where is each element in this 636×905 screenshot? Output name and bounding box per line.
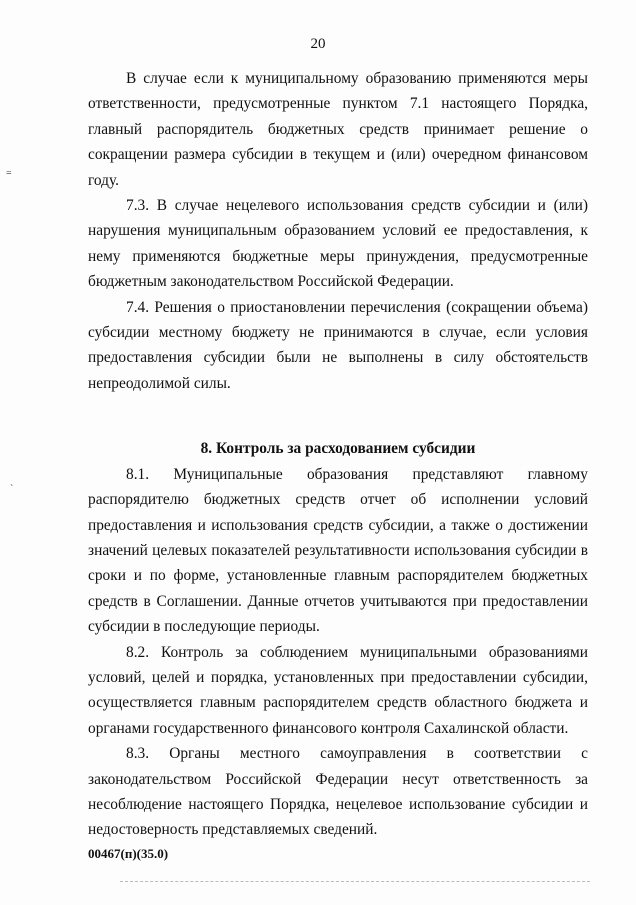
- document-code: 00467(п)(35.0): [88, 846, 169, 861]
- document-body: [88, 66, 588, 843]
- scan-mark: `: [10, 484, 14, 495]
- scan-edge-line: [120, 881, 590, 882]
- scan-mark: =: [6, 168, 12, 179]
- paragraph-8-3: 8.3. Органы местного самоуправления в соответствии с законодательством Российской Федерации несут ответственность за несоблюдение настоящего Порядка, нецелевое использование субсидии и недостоверность представляемых сведений.: [88, 745, 588, 839]
- section-title: 8. Контроль за расходованием субсидии: [200, 440, 476, 458]
- paragraph-7-3: 7.3. В случае нецелевого использования средств субсидии и (или) нарушения муниципальным образованием условий ее предоставления, к нему применяются бюджетные меры принуждения, предусмотренные бюджетным законодательством Российской Федерации.: [88, 197, 588, 291]
- paragraph-7-4: 7.4. Решения о приостановлении перечисления (сокращении объема) субсидии местному бюджету не принимаются в случае, если условия предоставления субсидии были не выполнены в силу обстоятельств непреодолимой силы.: [88, 298, 588, 392]
- page-number: 20: [310, 36, 326, 52]
- paragraph-7-2-continued: В случае если к муниципальному образованию применяются меры ответственности, предусмотренные пунктом 7.1 настоящего Порядка, главный распорядитель бюджетных средств принимает решение о сокращении размера субсидии в текущем и (или) очередном финансовом году.: [88, 70, 588, 189]
- paragraph-8-2: 8.2. Контроль за соблюдением муниципальными образованиями условий, целей и порядка, установленных при предоставлении субсидии, осуществляется главным распорядителем средств областного бюджета и органами государственного финансового контроля Сахалинской области.: [88, 643, 588, 737]
- paragraph-8-1: 8.1. Муниципальные образования представляют главному распорядителю бюджетных средств отчет об исполнении условий предоставления и использования средств субсидии, а также о достижении значений целевых показателей результативности использования субсидии в сроки и по форме, установленные главным распорядителем бюджетных средств в Соглашении. Данные отчетов учитываются при предоставлении субсидии в последующие периоды.: [88, 465, 588, 636]
